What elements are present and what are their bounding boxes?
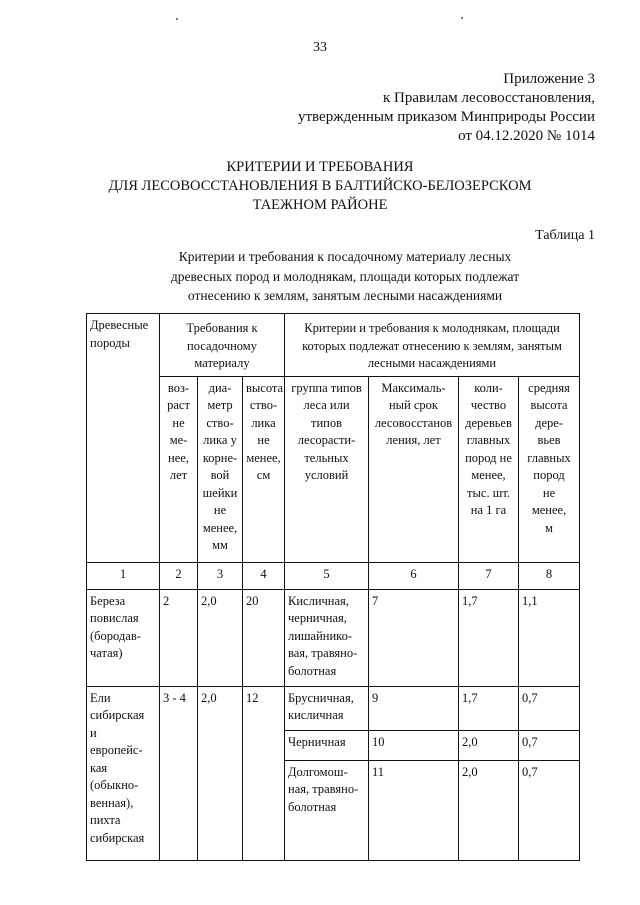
table-row — [87, 686, 580, 730]
avg-height-cell: 0,7 — [519, 730, 580, 760]
cell-line: Критерии и требования к молоднякам, площади — [304, 321, 560, 335]
header-young — [285, 314, 580, 377]
cell-line: кисличная — [288, 708, 344, 722]
cell-line: менее, — [471, 468, 506, 482]
max-term-cell: 7 — [369, 589, 459, 686]
cell-line: не — [172, 415, 185, 430]
cell-line: м — [545, 520, 553, 535]
table-label: Таблица 1 — [535, 228, 595, 243]
column-number: 5 — [285, 562, 369, 589]
diameter-cell: 2,0 — [198, 589, 243, 686]
cell-line: сибирская — [90, 830, 145, 845]
cell-line: лика — [251, 415, 276, 430]
count-cell: 1,7 — [459, 589, 519, 686]
caption-line: древесных пород и молоднякам, площади которых подлежат — [170, 268, 520, 284]
cell-line: материалу — [194, 356, 250, 370]
cell-line: группа типов — [291, 380, 362, 395]
cell-line: (бородав- — [90, 628, 141, 643]
cell-line: корне- — [202, 450, 238, 465]
forest-type-cell — [285, 686, 369, 730]
cell-line: чатая) — [90, 646, 123, 660]
header-max-term — [369, 376, 459, 562]
max-term-cell: 9 — [369, 686, 459, 730]
avg-height-cell: 1,1 — [519, 589, 580, 686]
cell-line: породы — [90, 335, 130, 350]
cell-line: главных — [527, 450, 571, 465]
cell-line: высота — [530, 398, 568, 412]
cell-line: Максималь- — [381, 380, 446, 395]
cell-line: не — [213, 503, 227, 517]
cell-line: лесовосстанов — [374, 415, 453, 430]
column-number: 1 — [87, 562, 160, 589]
count-cell: 2,0 — [459, 760, 519, 860]
subheader-row — [87, 376, 580, 562]
appendix-line: Приложение 3 — [503, 71, 595, 87]
forest-type-cell — [285, 589, 369, 686]
scan-speck — [461, 17, 463, 19]
max-term-cell: 11 — [369, 760, 459, 860]
cell-line: вой — [210, 468, 230, 482]
cell-line: сибирская — [90, 708, 145, 722]
cell-line: деревьев — [465, 415, 512, 430]
cell-line: средняя — [528, 380, 570, 395]
cell-line: коли- — [474, 380, 503, 395]
cell-line: ный срок — [388, 398, 439, 412]
cell-line: пород — [533, 468, 565, 482]
appendix-line: утвержденным приказом Минприроды России — [298, 109, 595, 125]
column-number: 2 — [160, 562, 198, 589]
cell-line: Брусничная, — [288, 690, 354, 705]
appendix-line: от 04.12.2020 № 1014 — [458, 128, 595, 144]
table-caption — [160, 247, 530, 306]
cell-line: вая, травяно- — [288, 646, 358, 660]
header-planting — [160, 314, 285, 377]
cell-line: болотная — [288, 799, 337, 814]
height-cell: 12 — [243, 686, 285, 860]
cell-line: см — [256, 468, 271, 482]
criteria-table — [86, 313, 580, 861]
caption-line: отнесению к землям, занятым лесными насаждениями — [187, 288, 503, 303]
count-cell: 2,0 — [459, 730, 519, 760]
species-cell — [87, 686, 160, 860]
header-avg-height — [519, 376, 580, 562]
cell-line: на 1 га — [470, 503, 507, 517]
column-number: 3 — [198, 562, 243, 589]
cell-line: раст — [167, 398, 190, 412]
cell-line: чество — [470, 398, 507, 412]
header-height — [243, 376, 285, 562]
height-cell: 20 — [243, 589, 285, 686]
cell-line: условий — [304, 468, 349, 482]
column-number: 6 — [369, 562, 459, 589]
cell-line: лесными насаждениями — [367, 356, 497, 370]
cell-line: ления, лет — [386, 433, 441, 447]
title-line: КРИТЕРИИ И ТРЕБОВАНИЯ — [226, 159, 414, 175]
forest-type-cell — [285, 760, 369, 860]
cell-line: менее, — [246, 450, 281, 465]
cell-line: главных — [466, 433, 511, 447]
title-line: ТАЕЖНОМ РАЙОНЕ — [252, 197, 388, 213]
page-number: 33 — [313, 40, 327, 55]
cell-line: лесорасти- — [297, 433, 356, 447]
cell-line: вьев — [537, 433, 561, 447]
cell-line: (обыкно- — [90, 778, 139, 792]
cell-line: черничная, — [288, 611, 347, 625]
cell-line: ство- — [249, 398, 278, 412]
diameter-cell: 2,0 — [198, 686, 243, 860]
avg-height-cell: 0,7 — [519, 760, 580, 860]
appendix-block — [298, 70, 595, 146]
cell-line: не — [542, 485, 556, 500]
column-number-row — [87, 562, 580, 589]
header-age — [160, 376, 198, 562]
title-line: ДЛЯ ЛЕСОВОССТАНОВЛЕНИЯ В БАЛТИЙСКО-БЕЛОЗЕРСКОМ — [108, 178, 532, 194]
cell-line: которых подлежат отнесению к землям, занятым — [302, 338, 562, 353]
cell-line: пихта — [90, 813, 121, 827]
age-cell: 2 — [160, 589, 198, 686]
header-row — [87, 314, 580, 377]
header-forest-type — [285, 376, 369, 562]
caption-line: Критерии и требования к посадочному материалу лесных — [178, 249, 512, 264]
cell-line: Черничная — [288, 734, 346, 749]
cell-line: Ели — [90, 690, 111, 705]
cell-line: шейки — [202, 485, 238, 500]
cell-line: лет — [169, 468, 188, 482]
max-term-cell: 10 — [369, 730, 459, 760]
forest-type-cell — [285, 730, 369, 760]
cell-line: европейс- — [90, 743, 143, 757]
cell-line: воз- — [167, 380, 190, 395]
cell-line: нее, — [168, 450, 189, 465]
column-number: 4 — [243, 562, 285, 589]
appendix-line: к Правилам лесовосстановления, — [382, 90, 595, 106]
cell-line: ме- — [169, 433, 188, 447]
cell-line: венная), — [90, 795, 134, 810]
cell-line: Требования к — [186, 321, 258, 335]
cell-line: лишайнико- — [288, 628, 353, 643]
cell-line: типов — [311, 415, 342, 430]
cell-line: диа- — [208, 380, 232, 395]
cell-line: мм — [212, 538, 228, 552]
column-number: 8 — [519, 562, 580, 589]
header-species — [87, 314, 160, 563]
cell-line: ная, травяно- — [288, 782, 359, 796]
header-diameter — [198, 376, 243, 562]
species-cell — [87, 589, 160, 686]
avg-height-cell: 0,7 — [519, 686, 580, 730]
cell-line: повислая — [90, 611, 139, 625]
cell-line: тельных — [304, 450, 349, 465]
cell-line: болотная — [288, 663, 337, 678]
cell-line: и — [90, 725, 97, 740]
cell-line: кая — [90, 760, 108, 775]
cell-line: леса или — [303, 398, 350, 412]
cell-line: пород не — [465, 450, 512, 465]
document-title — [0, 158, 640, 215]
count-cell: 1,7 — [459, 686, 519, 730]
cell-line: Кисличная, — [288, 593, 349, 608]
cell-line: высота — [246, 380, 284, 395]
cell-line: метр — [207, 398, 233, 412]
cell-line: посадочному — [187, 338, 257, 353]
age-cell: 3 - 4 — [160, 686, 198, 860]
cell-line: ство- — [206, 415, 234, 430]
column-number: 7 — [459, 562, 519, 589]
cell-line: не — [257, 433, 270, 447]
header-count — [459, 376, 519, 562]
cell-line: менее, — [531, 503, 567, 517]
cell-line: тыс. шт. — [467, 485, 510, 500]
cell-line: Долгомош- — [288, 764, 348, 779]
cell-line: менее, — [202, 520, 238, 535]
cell-line: Древесные — [90, 318, 149, 332]
cell-line: дере- — [535, 415, 563, 430]
scan-speck — [176, 18, 178, 20]
cell-line: Береза — [90, 593, 126, 608]
cell-line: лика у — [203, 433, 237, 447]
table-row — [87, 589, 580, 686]
